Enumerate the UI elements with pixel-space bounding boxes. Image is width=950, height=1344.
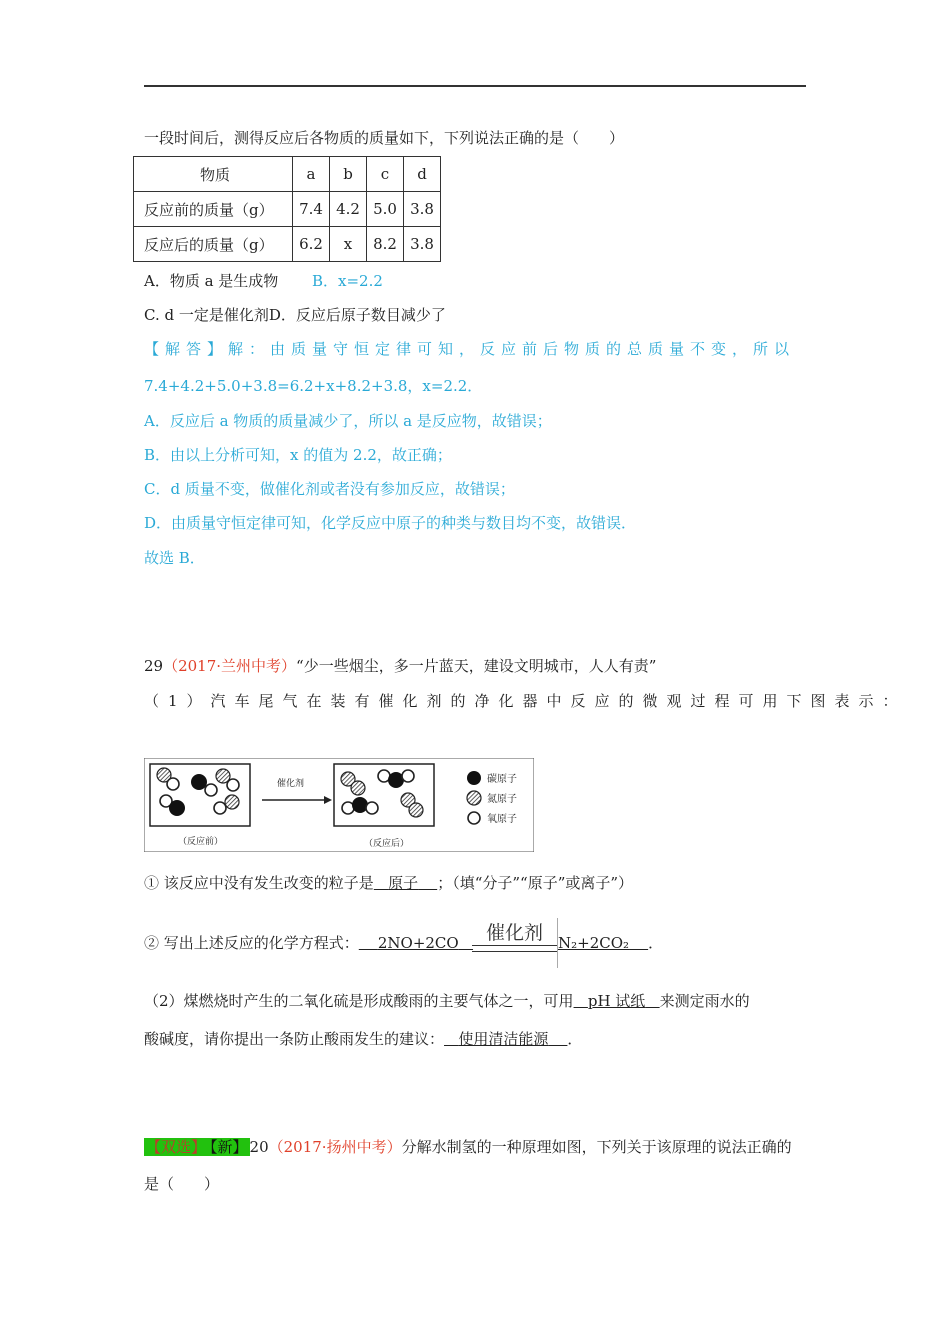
- q20-source: （2017·扬州中考）: [268, 1138, 402, 1156]
- arrow-label: 催化剂: [277, 779, 305, 789]
- table-cell: 5.0: [367, 192, 404, 227]
- q29-number: 29: [144, 657, 164, 675]
- table-cell: x: [330, 227, 367, 262]
- table-header-cell: b: [330, 157, 367, 192]
- q29-part2-line1: [144, 990, 750, 1011]
- sub2-prompt: ② 写出上述反应的化学方程式：: [144, 934, 359, 952]
- q29-quote: “少一些烟尘，多一片蓝天，建设文明城市，人人有责”: [296, 657, 657, 675]
- table-header-cell: 物质: [134, 157, 293, 192]
- table-cell: 4.2: [330, 192, 367, 227]
- answer-b: B．由以上分析可知，x 的值为 2.2，故正确；: [144, 446, 452, 464]
- table-cell: 3.8: [404, 192, 441, 227]
- q29-sub2-products: [558, 932, 663, 953]
- table-cell: 3.8: [404, 227, 441, 262]
- equation-bar-2: [472, 951, 558, 952]
- table-cell: 7.4: [293, 192, 330, 227]
- part2-l2-end: ．: [567, 1030, 583, 1048]
- table-header-row: [134, 157, 441, 192]
- part2-l2-blank: [444, 1030, 567, 1048]
- q29-part1: （1）汽车尾气在装有催化剂的净化器中反应的微观过程可用下图表示：: [144, 692, 907, 710]
- part2-l2-text: 酸碱度，请你提出一条防止酸雨发生的建议：: [144, 1030, 445, 1048]
- legend-oxygen-icon: [468, 812, 480, 824]
- part2-text: （2）煤燃烧时产生的二氧化硫是形成酸雨的主要气体之一，可用: [144, 992, 574, 1010]
- sub1-answer: 原子: [388, 874, 419, 892]
- option-line-cd: [144, 304, 446, 325]
- mass-table: [133, 156, 441, 262]
- answer-d: D．由质量守恒定律可知，化学反应中原子的种类与数目均不变，故错误．: [144, 514, 637, 532]
- legend-carbon-icon: [467, 771, 481, 785]
- table-header-cell: d: [404, 157, 441, 192]
- q20-text: 分解水制氢的一种原理如图，下列关于该原理的说法正确的: [401, 1138, 792, 1156]
- legend-oxygen: 氧原子: [487, 814, 517, 825]
- part2-l2-answer: 使用清洁能源: [458, 1030, 549, 1048]
- part2-answer: pH 试纸: [587, 992, 646, 1010]
- double-choice-tag: 【双选】: [146, 1138, 207, 1156]
- legend-nitrogen-icon: [467, 791, 481, 805]
- equation-bar-1: [472, 945, 558, 946]
- option-b: B．x=2.2: [312, 272, 383, 290]
- answer-c: C．d 质量不变，做催化剂或者没有参加反应，故错误；: [144, 480, 515, 498]
- table-cell: 反应后的质量（g）: [134, 227, 293, 262]
- sub2-reactants: 2NO+2CO: [377, 934, 459, 952]
- answer-tag: 【解答】: [144, 340, 229, 358]
- answer-line-1: [144, 338, 795, 359]
- question-intro: 一段时间后，测得反应后各物质的质量如下，下列说法正确的是（ ）: [144, 129, 625, 147]
- q20-line2: 是（ ）: [144, 1175, 220, 1193]
- q20-number: 20: [249, 1138, 269, 1156]
- table-header-cell: a: [293, 157, 330, 192]
- q29-sub1: [144, 872, 633, 893]
- sub1-hint: ；（填“分子”“原子”或离子”）: [437, 874, 634, 892]
- sub2-products-blank: [558, 934, 648, 952]
- q29-sub2: [144, 932, 473, 953]
- option-a: A．物质 a 是生成物: [144, 272, 279, 290]
- new-tag: 【新】: [210, 1138, 248, 1156]
- legend-nitrogen: 氮原子: [487, 794, 517, 805]
- table-row: [134, 192, 441, 227]
- q29-part2-line2: [144, 1028, 582, 1049]
- catalyst-label: 催化剂: [486, 922, 544, 944]
- sub1-prompt: ① 该反应中没有发生改变的粒子是: [144, 874, 374, 892]
- q20-header: [144, 1136, 792, 1157]
- answer-text: 解：由质量守恒定律可知，反应前后物质的总质量不变，所以: [228, 340, 796, 358]
- reaction-figure: [144, 758, 534, 852]
- sub2-end: ．: [648, 934, 664, 952]
- sub2-reactants-blank: [359, 934, 473, 952]
- table-cell: 8.2: [367, 227, 404, 262]
- answer-choice: 故选 B．: [144, 549, 205, 567]
- option-d: D．反应后原子数目减少了: [268, 306, 446, 324]
- table-row: [134, 227, 441, 262]
- legend-carbon: 碳原子: [487, 774, 517, 785]
- answer-a: A．反应后 a 物质的质量减少了，所以 a 是反应物，故错误；: [144, 412, 552, 430]
- table-cell: 反应前的质量（g）: [134, 192, 293, 227]
- header-rule: [144, 85, 806, 87]
- sub2-products: N₂+2CO₂: [558, 934, 630, 952]
- table-cell: 6.2: [293, 227, 330, 262]
- answer-line-2: 7.4+4.2+5.0+3.8=6.2+x+8.2+3.8，x=2.2．: [144, 377, 483, 395]
- q29-source: （2017·兰州中考）: [163, 657, 297, 675]
- option-c: C. d 一定是催化剂: [144, 306, 269, 324]
- sub1-blank: [374, 874, 437, 892]
- q29-header: [144, 655, 656, 676]
- table-header-cell: c: [367, 157, 404, 192]
- before-caption: （反应前）: [178, 837, 224, 847]
- catalyst-condition: [472, 918, 558, 968]
- part2-text-end: 来测定雨水的: [659, 992, 750, 1010]
- after-caption: （反应后）: [364, 839, 410, 849]
- part2-blank: [574, 992, 660, 1010]
